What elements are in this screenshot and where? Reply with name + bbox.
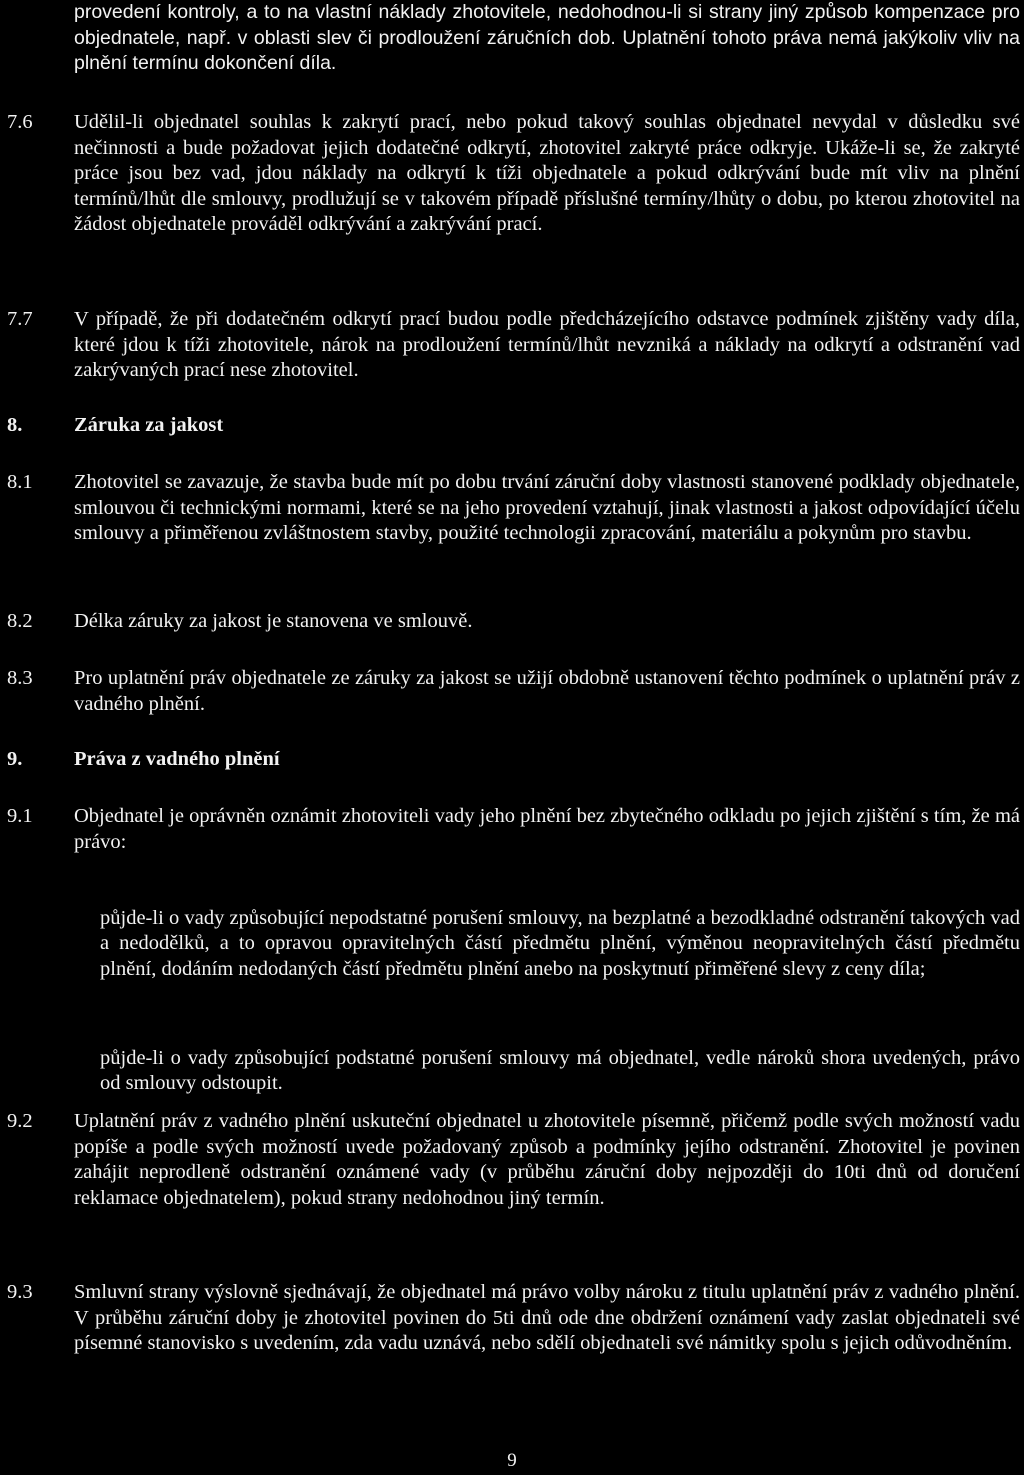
heading-warranty: Záruka za jakost bbox=[74, 414, 224, 436]
section-text: Objednatel je oprávněn oznámit zhotoviteli vady jeho plnění bez zbytečného odkladu po jejich zjištění s tím, že má právo: bbox=[74, 805, 1020, 853]
section-text: Pro uplatnění práv objednatele ze záruky za jakost se užijí obdobně ustanovení těchto podmínek o uplatnění práv z vadného plnění. bbox=[74, 667, 1020, 715]
section-9-1 bbox=[74, 804, 1020, 855]
section-9-3 bbox=[74, 1280, 1020, 1357]
section-7-7 bbox=[74, 307, 1020, 384]
list-item: půjde-li o vady způsobující nepodstatné porušení smlouvy, na bezplatné a bezodkladné odstranění takových vad a nedodělků, a to opravou opravitelných částí předmětu plnění, výměnou neopravitelných částí předmětu plnění, dodáním nedodaných částí předmětu plnění anebo na poskytnutí přiměřené slevy z ceny díla; bbox=[100, 906, 1020, 980]
section-number: 8.2 bbox=[7, 610, 33, 632]
continued-paragraph: provedení kontroly, a to na vlastní náklady zhotovitele, nedohodnou-li si strany jiný způsob kompenzace pro objednatele, např. v oblasti slev či prodloužení záručních dob. Uplatnění tohoto práva nemá jakýkoliv vliv na plnění termínu dokončení díla. bbox=[74, 1, 1020, 74]
section-number: 7.6 bbox=[7, 111, 33, 133]
section-text: Délka záruky za jakost je stanovena ve smlouvě. bbox=[74, 610, 473, 632]
section-number: 8.3 bbox=[7, 667, 33, 689]
section-text: Udělil-li objednatel souhlas k zakrytí prací, nebo pokud takový souhlas objednatel nevydal v důsledku své nečinnosti a bude požadovat jejich dodatečné odkrytí, zhotovitel zakryté práce odkryje. Ukáže-li se, že zakryté práce jsou bez vad, jdou náklady na odkrytí k tíži objednatele a pokud odkrývání bude mít vliv na plnění termínů/lhůt dle smlouvy, prodlužují se v takovém případě příslušné termíny/lhůty o dobu, po kterou zhotovitel na žádost objednatele prováděl odkrývání a zakrývání prací. bbox=[74, 111, 1020, 235]
section-number: 7.7 bbox=[7, 308, 33, 330]
heading-number: 9. bbox=[7, 748, 23, 770]
section-text: V případě, že při dodatečném odkrytí prací budou podle předcházejícího odstavce podmínek zjištěny vady díla, které jdou k tíži zhotovitele, nárok na prodloužení termínů/lhůt nevzniká a náklady na odkrytí a odstranění vad zakrývaných prací nese zhotovitel. bbox=[74, 308, 1020, 381]
section-text: Uplatnění práv z vadného plnění uskuteční objednatel u zhotovitele písemně, přičemž podle svých možností vadu popíše a podle svých možností uvede požadovaný způsob a podmínky jejího odstranění. Zhotovitel je povinen zahájit neprodleně odstranění oznámené vady (v průběhu záruční doby nejpozději do 10ti dnů od doručení reklamace objednatelem), pokud strany nedohodnou jiný termín. bbox=[74, 1110, 1020, 1209]
section-number: 9.1 bbox=[7, 805, 33, 827]
heading-defective-performance: Práva z vadného plnění bbox=[74, 748, 280, 770]
section-text: Smluvní strany výslovně sjednávají, že objednatel má právo volby nároku z titulu uplatnění práv z vadného plnění. V průběhu záruční doby je zhotovitel povinen do 5ti dnů ode dne obdržení oznámení vady zaslat objednateli své písemné stanovisko s uvedením, zda vadu uznává, nebo sdělí objednateli své námitky spolu s jejich odůvodněním. bbox=[74, 1281, 1020, 1354]
page-number: 9 bbox=[507, 1450, 517, 1471]
section-8-3 bbox=[74, 666, 1020, 717]
section-9-2 bbox=[74, 1109, 1020, 1211]
section-text: Zhotovitel se zavazuje, že stavba bude mít po dobu trvání záruční doby vlastnosti stanovené podklady objednatele, smlouvou či technickými normami, které se na jeho provedení vztahují, jinak vlastnosti a jakost odpovídající účelu smlouvy a přiměřenou zvláštnostem stavby, použité technologii zpracování, materiálu a pokynům pro stavbu. bbox=[74, 471, 1020, 544]
section-7-6 bbox=[74, 110, 1020, 238]
section-number: 9.3 bbox=[7, 1281, 33, 1303]
list-item: půjde-li o vady způsobující podstatné porušení smlouvy má objednatel, vedle nároků shora uvedených, právo od smlouvy odstoupit. bbox=[100, 1046, 1020, 1094]
section-8-2 bbox=[74, 609, 1020, 635]
section-number: 9.2 bbox=[7, 1110, 33, 1132]
heading-number: 8. bbox=[7, 414, 23, 436]
section-number: 8.1 bbox=[7, 471, 33, 493]
section-8-1 bbox=[74, 470, 1020, 547]
